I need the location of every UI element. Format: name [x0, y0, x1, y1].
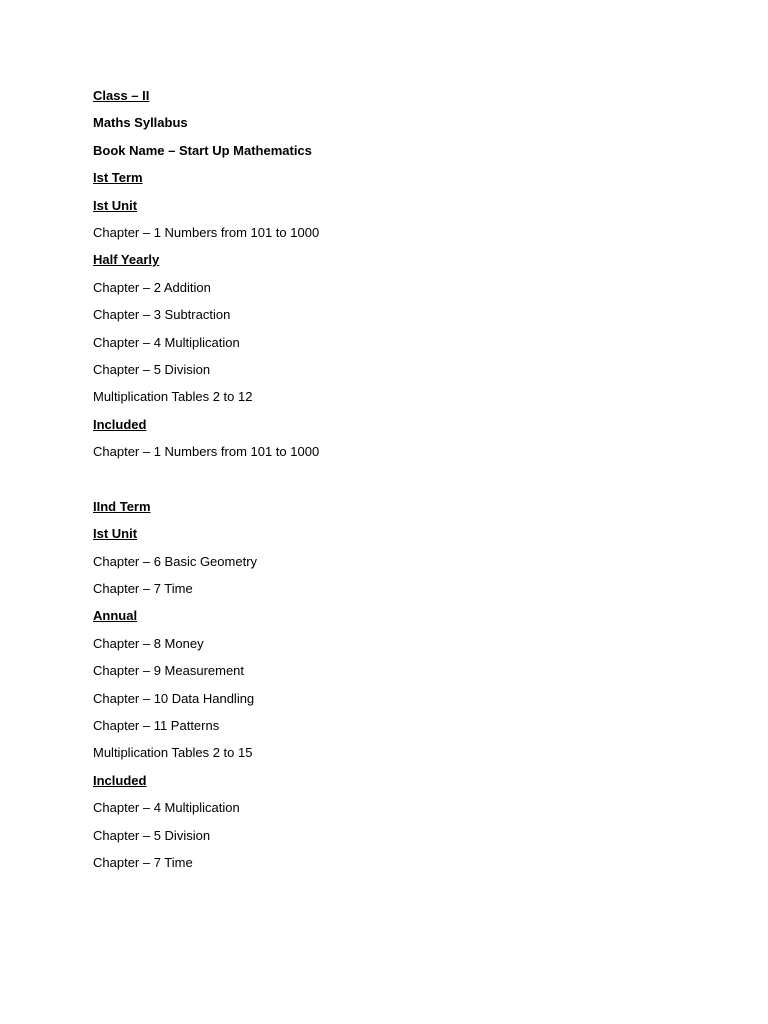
term2-included-item: Chapter – 5 Division — [93, 827, 211, 843]
term2-included-heading: Included — [93, 772, 147, 788]
half-yearly-item: Multiplication Tables 2 to 12 — [93, 389, 253, 405]
annual-item: Chapter – 8 Money — [93, 635, 204, 651]
term1-unit-item: Chapter – 1 Numbers from 101 to 1000 — [93, 224, 320, 240]
book-name: Book Name – Start Up Mathematics — [93, 142, 312, 158]
annual-item: Multiplication Tables 2 to 15 — [93, 745, 253, 761]
term2-included-item: Chapter – 4 Multiplication — [93, 800, 240, 816]
half-yearly-item: Chapter – 2 Addition — [93, 279, 211, 295]
half-yearly-item: Chapter – 4 Multiplication — [93, 334, 240, 350]
annual-item: Chapter – 11 Patterns — [93, 717, 220, 733]
term2-unit-heading: Ist Unit — [93, 526, 138, 542]
half-yearly-item: Chapter – 3 Subtraction — [93, 307, 231, 323]
half-yearly-item: Chapter – 5 Division — [93, 361, 211, 377]
class-heading: Class – II — [93, 88, 150, 103]
term2-included-item: Chapter – 7 Time — [93, 854, 193, 870]
term1-included-item: Chapter – 1 Numbers from 101 to 1000 — [93, 444, 320, 460]
annual-item: Chapter – 10 Data Handling — [93, 690, 255, 706]
term1-heading: Ist Term — [93, 170, 143, 186]
annual-heading: Annual — [93, 608, 138, 624]
subject-heading: Maths Syllabus — [93, 115, 188, 131]
term2-unit-item: Chapter – 6 Basic Geometry — [93, 553, 258, 569]
term1-included-heading: Included — [93, 416, 147, 432]
term2-heading: IInd Term — [93, 498, 151, 514]
blank-line — [93, 470, 713, 487]
annual-item: Chapter – 9 Measurement — [93, 663, 245, 679]
document-page — [93, 87, 713, 881]
half-yearly-heading: Half Yearly — [93, 252, 160, 268]
term2-unit-item: Chapter – 7 Time — [93, 581, 193, 597]
term1-unit-heading: Ist Unit — [93, 197, 138, 213]
